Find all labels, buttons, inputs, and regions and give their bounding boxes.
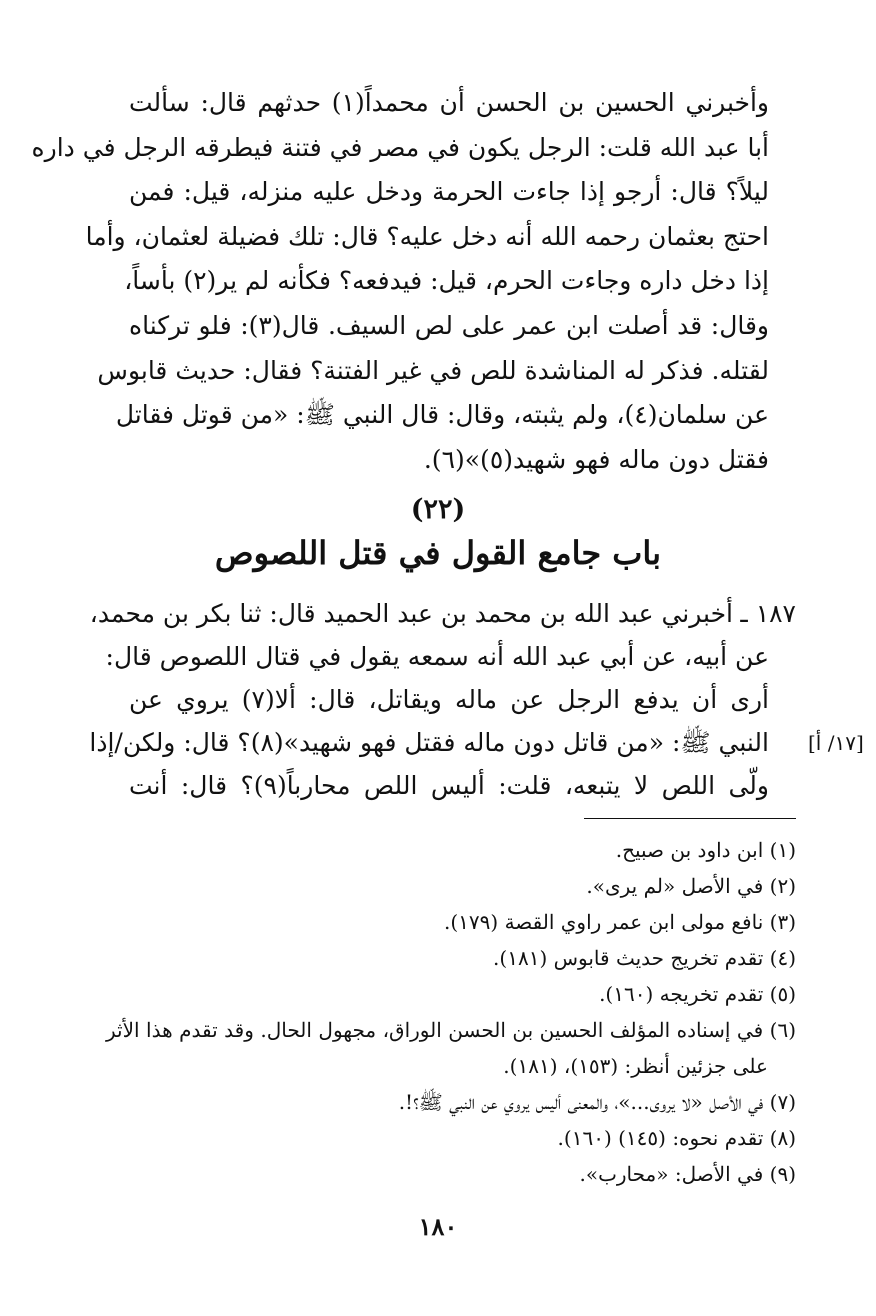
footnote: (٢) في الأصل «لم يرى». <box>586 874 796 898</box>
footnote-continuation: على جزئين أنظر: (١٥٣)، (١٨١). <box>503 1054 768 1078</box>
footnote: (١) ابن داود بن صبيح. <box>615 838 796 862</box>
text-line: إذا دخل داره وجاءت الحرم، قيل: فيدفعه؟ فكأنه لم ير(٢) بأساً، <box>124 266 769 296</box>
footnote: (٩) في الأصل: «محارب». <box>579 1162 796 1186</box>
text-line: احتج بعثمان رحمه الله أنه دخل عليه؟ قال: تلك فضيلة لعثمان، وأما <box>85 221 769 251</box>
manuscript-folio-ref: [١٧/ أ] <box>808 731 864 755</box>
footnote: (٦) في إسناده المؤلف الحسين بن الحسن الوراق، مجهول الحال. وقد تقدم هذا الأثر <box>106 1018 796 1042</box>
text-line: ليلاً؟ قال: أرجو إذا جاءت الحرمة ودخل عليه منزله، قيل: فمن <box>129 177 769 207</box>
text-line: وأخبرني الحسين بن الحسن أن محمداً(١) حدثهم قال: سألت <box>129 88 769 117</box>
footnote: (٧) في الأصل «لا يروى...»، والمعنى أليس يروي عن النبي ﷺ؟!. <box>398 1090 796 1114</box>
footnote: (٨) تقدم نحوه: (١٤٥) (١٦٠). <box>557 1126 796 1150</box>
chapter-number: (٢٢) <box>410 494 466 525</box>
page-number: ١٨٠ <box>418 1212 458 1241</box>
hadith-number: ١٨٧ ـ <box>740 599 796 628</box>
footnote: (٤) تقدم تخريج حديث قابوس (١٨١). <box>493 946 796 970</box>
footnote-separator <box>584 818 796 819</box>
text-line: عن سلمان(٤)، ولم يثبته، وقال: قال النبي ﷺ: «من قوتل فقاتل <box>115 400 769 430</box>
text-line: النبي ﷺ: «من قاتل دون ماله فقتل فهو شهيد»(٨)؟ قال: ولكن/إذا <box>89 728 769 757</box>
footnote: (٥) تقدم تخريجه (١٦٠). <box>599 982 796 1006</box>
text-line: أبا عبد الله قلت: الرجل يكون في مصر في فتنة فيطرقه الرجل في داره <box>31 132 769 162</box>
text-line: أرى أن يدفع الرجل عن ماله ويقاتل، قال: ألا(٧) يروي عن <box>129 685 769 714</box>
footnote: (٣) نافع مولى ابن عمر راوي القصة (١٧٩). <box>444 910 796 934</box>
text-line: فقتل دون ماله فهو شهيد(٥)»(٦). <box>423 444 769 474</box>
text-line: أخبرني عبد الله بن محمد بن عبد الحميد قال: ثنا بكر بن محمد، <box>89 599 733 628</box>
text-line: ولّى اللص لا يتبعه، قلت: أليس اللص محارباً(٩)؟ قال: أنت <box>129 771 769 800</box>
text-line: عن أبيه، عن أبي عبد الله أنه سمعه يقول في قتال اللصوص قال: <box>105 642 769 671</box>
text-line: لقتله. فذكر له المناشدة للص في غير الفتنة؟ فقال: حديث قابوس <box>97 355 769 385</box>
chapter-title: باب جامع القول في قتل اللصوص <box>214 534 662 572</box>
text-line: وقال: قد أصلت ابن عمر على لص السيف. قال(٣): فلو تركناه <box>129 311 770 340</box>
